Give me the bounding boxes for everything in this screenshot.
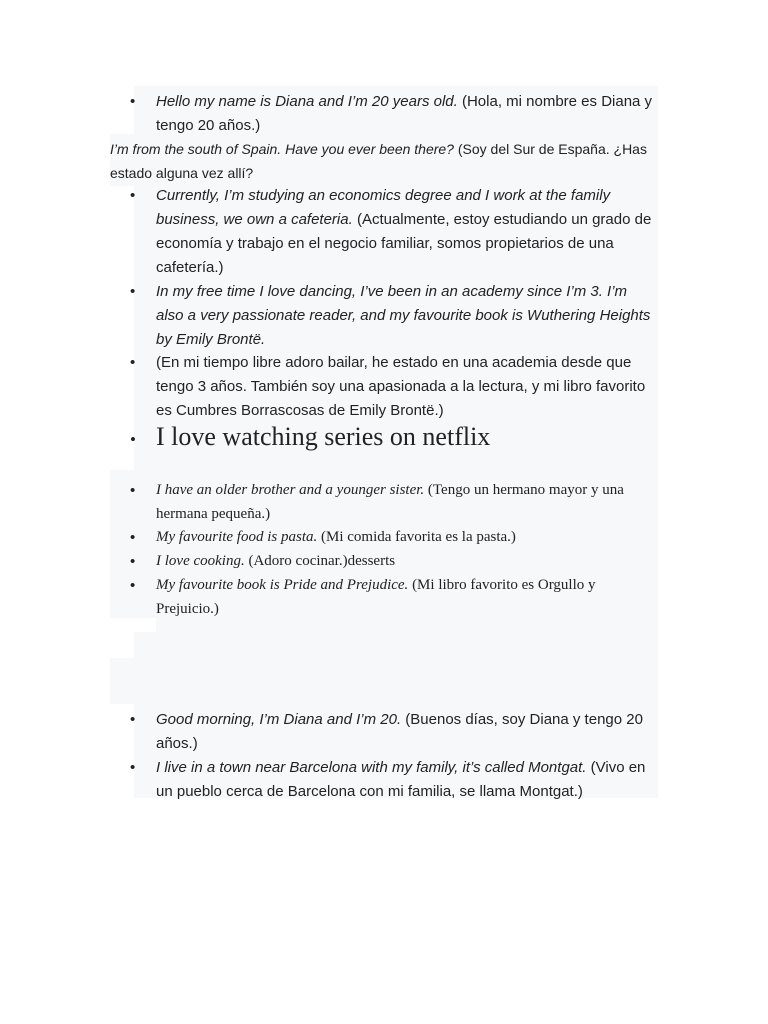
spanish-text: (Buenos días, soy Diana y tengo 20 años.) — [156, 711, 643, 752]
english-text: I have an older brother and a younger sister. — [156, 482, 425, 498]
bullet — [130, 708, 156, 732]
spanish-text: (Actualmente, estoy estudiando un grado de economía y trabajo en el negocio familiar, somos propietarios de una cafetería.) — [156, 211, 652, 276]
list-item — [130, 574, 654, 621]
bullet — [130, 423, 156, 457]
list-item — [130, 90, 654, 138]
list-item — [130, 184, 654, 280]
list-item-large — [130, 420, 654, 454]
spanish-text: (Hola, mi nombre es Diana y tengo 20 años.) — [156, 93, 653, 134]
bullet — [130, 756, 156, 780]
bullet — [130, 90, 156, 114]
english-text: Hello my name is Diana and I’m 20 years old. — [156, 93, 458, 110]
english-text: I love cooking. — [156, 553, 245, 569]
spanish-text: (Mi libro favorito es Orgullo y Prejuicio.) — [156, 577, 596, 617]
spanish-text: (Mi comida favorita es la pasta.) — [317, 529, 516, 545]
spanish-text: (Soy del Sur de España. ¿Has estado alguna vez allí? — [110, 141, 647, 181]
english-text: My favourite food is pasta. — [156, 529, 318, 545]
english-text: My favourite book is Pride and Prejudice. — [156, 577, 409, 593]
english-text: In my free time I love dancing, I’ve been in an academy since I’m 3. I’m also a very passionate reader, and my favourite book is Wuthering Heights by Emily Brontë. — [156, 283, 651, 348]
bullet — [130, 550, 156, 574]
list-item — [130, 280, 654, 352]
spanish-text: (En mi tiempo libre adoro bailar, he estado en una academia desde que tengo 3 años. También soy una apasionada a la lectura, y mi libro favorito es Cumbres Borrascosas de Emily Brontë.) — [156, 354, 646, 419]
spanish-text: (Adoro cocinar.)desserts — [244, 553, 396, 569]
bullet — [130, 574, 156, 598]
paragraph — [110, 138, 660, 185]
list-item — [130, 550, 654, 574]
bullet — [130, 479, 156, 503]
english-text: Currently, I’m studying an economics degree and I work at the family business, we own a cafeteria. — [156, 187, 611, 228]
list-item — [130, 479, 654, 526]
english-text: I live in a town near Barcelona with my family, it’s called Montgat. — [156, 759, 587, 776]
list-item — [130, 756, 654, 804]
list-item — [130, 351, 654, 423]
bullet — [130, 526, 156, 550]
text-background — [110, 658, 658, 704]
large-text: I love watching series on netflix — [156, 422, 491, 451]
bullet — [130, 184, 156, 208]
english-text: I’m from the south of Spain. Have you ever been there? — [110, 141, 454, 157]
english-text: Good morning, I’m Diana and I’m 20. — [156, 711, 402, 728]
spanish-text: (Tengo un hermano mayor y una hermana pequeña.) — [156, 482, 624, 522]
spanish-text: (Vivo en un pueblo cerca de Barcelona con mi familia, se llama Montgat.) — [156, 759, 646, 800]
bullet — [130, 351, 156, 375]
list-item — [130, 526, 654, 550]
bullet — [130, 280, 156, 304]
list-item — [130, 708, 654, 756]
